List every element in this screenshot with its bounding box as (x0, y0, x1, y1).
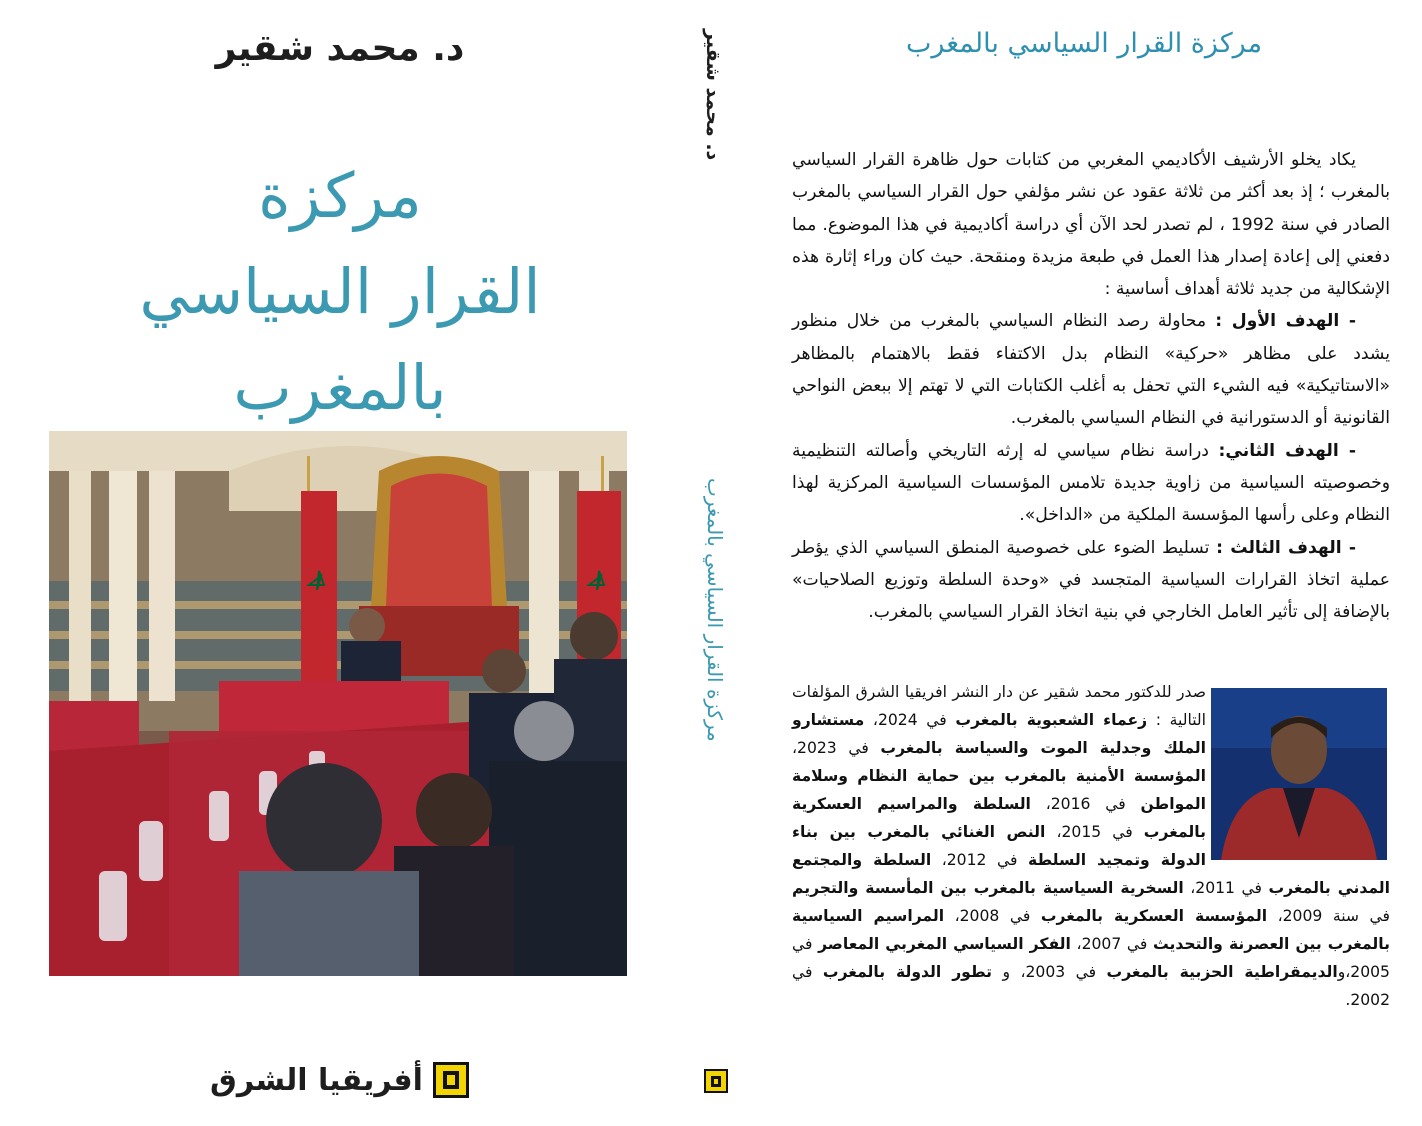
goal-1-label: - الهدف الأول : (1215, 311, 1356, 332)
bio-book-8: المؤسسة العسكرية بالمغرب (1040, 907, 1268, 925)
bio-text-2: في 2024، (864, 711, 956, 729)
bio-text-5: في 2015، (1045, 823, 1144, 841)
author-bio (792, 678, 1390, 1014)
bio-text-9: في 2008، (944, 907, 1041, 925)
bio-text-13: في 2002. (792, 963, 1390, 1009)
goal-1-paragraph (792, 305, 1390, 434)
bio-text-11: في 2005،و (792, 935, 1390, 981)
publisher-logo-icon (704, 1069, 728, 1093)
front-cover-author: د. محمد شقير (215, 28, 465, 69)
back-cover-text (792, 144, 1390, 628)
goal-2-paragraph (792, 435, 1390, 532)
bio-book-2: مستشارو الملك وجدلية الموت والسياسة بالمغرب (792, 711, 1206, 757)
front-title-line-1: مركزة (258, 159, 422, 232)
publisher-block (210, 1058, 469, 1102)
front-title-line-2: القرار السياسي (139, 255, 541, 328)
bio-text-6: في 2012، (931, 851, 1029, 869)
bio-book-6: السلطة والمجتمع المدني بالمغرب (792, 851, 1390, 897)
spine-author-text: د. محمد شقير (702, 29, 724, 161)
bio-text-4: في 2016، (1030, 795, 1141, 813)
bio-book-10: الفكر السياسي المغربي المعاصر (818, 935, 1071, 953)
goal-3-paragraph (792, 532, 1390, 629)
back-cover-title: مركزة القرار السياسي بالمغرب (905, 28, 1263, 59)
spine-logo (704, 1069, 728, 1093)
bio-text-8: في سنة 2009، (1267, 907, 1390, 925)
bio-text-12: في 2003، و (992, 963, 1107, 981)
bio-book-3: المؤسسة الأمنية بالمغرب بين حماية النظام وسلامة المواطن (792, 767, 1206, 813)
publisher-name: أفريقيا الشرق (210, 1062, 423, 1098)
bio-book-1: زعماء الشعبوية بالمغرب (955, 711, 1148, 729)
goal-1-text: محاولة رصد النظام السياسي بالمغرب من خلال منظور يشدد على مظاهر «حركية» النظام بدل الاكتفاء فقط بالاهتمام بالمظاهر «الاستاتيكية» فيه الشيء التي تحفل به أغلب الكتابات التي لا تهتم إلا ببعض النواحي القانونية أو الدستورانية في النظام السياسي بالمغرب. (792, 311, 1390, 429)
publisher-logo-icon (433, 1062, 469, 1098)
bio-book-4: السلطة والمراسيم العسكرية بالمغرب (792, 795, 1206, 841)
goal-3-text: تسليط الضوء على خصوصية المنطق السياسي الذي يؤطر عملية اتخاذ القرارات السياسية المتجسد في «وحدة السلطة وتوزيع الصلاحيات» بالإضافة إلى تأثير العامل الخارجي في بنية اتخاذ القرار السياسي بالمغرب. (792, 537, 1390, 623)
bio-text-7: في 2011، (1183, 879, 1269, 897)
bio-book-5: النص الغنائي بالمغرب بين بناء الدولة وتمجيد السلطة (792, 823, 1206, 869)
goal-3-label: - الهدف الثالث : (1216, 537, 1356, 558)
bio-book-9: المراسيم السياسية بالمغرب بين العصرنة والتحديث (792, 907, 1390, 953)
spine-title (690, 480, 740, 740)
bio-text-3: في 2023، (792, 739, 881, 757)
bio-book-12: تطور الدولة بالمغرب (822, 963, 992, 981)
spine-title-text: مركزة القرار السياسي بالمغرب (703, 478, 727, 742)
intro-paragraph: يكاد يخلو الأرشيف الأكاديمي المغربي من كتابات حول ظاهرة القرار السياسي بالمغرب ؛ إذ بعد أكثر من ثلاثة عقود عن نشر مؤلفي حول القرار السياسي بالمغرب الصادر في سنة 1992 ، لم تصدر لحد الآن أي دراسة أكاديمية في هذا الموضوع. مما دفعني إلى إعادة إصدار هذا العمل في طبعة مزيدة ومنقحة. حيث كان وراء إثارة هذه الإشكالية من جديد ثلاثة أهداف أساسية : (792, 150, 1390, 300)
goal-2-label: - الهدف الثاني: (1218, 440, 1356, 461)
bio-text-10: في 2007، (1070, 935, 1153, 953)
bio-book-11: الديمقراطية الحزبية بالمغرب (1106, 963, 1338, 981)
front-cover-title (40, 148, 640, 436)
photo-spacer (1206, 678, 1390, 866)
bio-book-7: السخرية السياسية بالمغرب بين المأسسة والتجريم (792, 879, 1184, 897)
goal-2-text: دراسة نظام سياسي له إرثه التاريخي وأصالته التنظيمية وخصوصيته السياسية من زاوية جديدة تلامس المؤسسات السياسية المركزية لهذا النظام وعلى رأسها المؤسسة الملكية من «الداخل». (792, 440, 1390, 526)
front-title-line-3: بالمغرب (233, 351, 447, 424)
cover-photo (49, 431, 627, 976)
bio-text-1: صدر للدكتور محمد شقير عن دار النشر افريقيا الشرق المؤلفات التالية : (792, 683, 1206, 729)
spine-author (688, 30, 738, 160)
moroccan-flag (301, 456, 337, 716)
